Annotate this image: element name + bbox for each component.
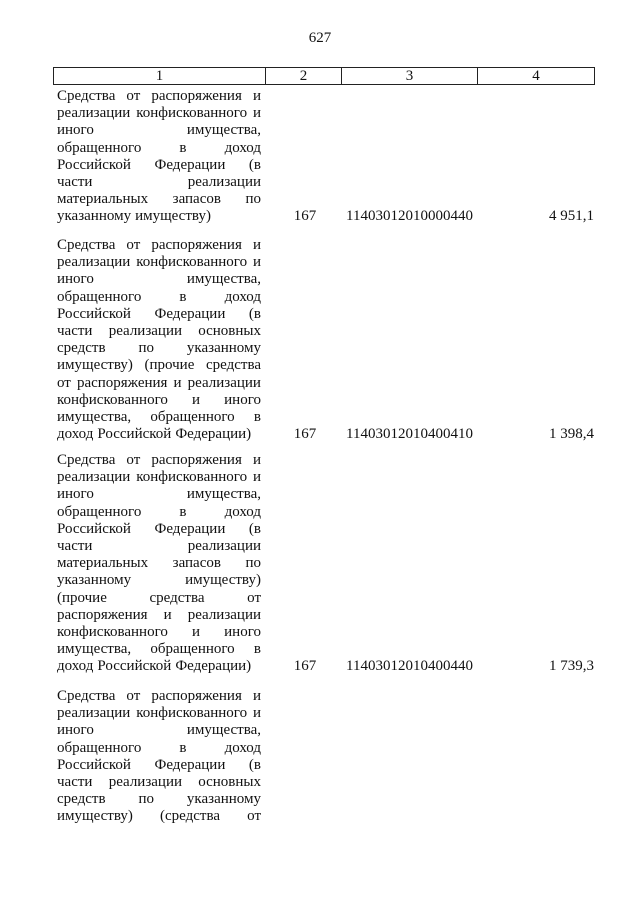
word: и xyxy=(191,391,201,408)
row-kbk: 11403012010000440 xyxy=(346,208,473,225)
word: распоряжения xyxy=(151,237,242,253)
row-description xyxy=(57,688,261,826)
word: имущества, xyxy=(186,722,261,739)
description-line xyxy=(57,392,261,409)
word: конфискованного xyxy=(136,469,248,486)
word: и xyxy=(191,624,201,641)
word: средств xyxy=(57,340,106,357)
word: от xyxy=(57,374,71,391)
description-line xyxy=(57,323,261,340)
word: и xyxy=(252,237,261,253)
word: реализации xyxy=(108,323,182,340)
description-line xyxy=(57,157,261,174)
word: конфискованного xyxy=(57,624,168,641)
word: средства xyxy=(149,589,205,606)
description-line xyxy=(57,590,261,607)
word: иного xyxy=(224,391,261,408)
word: и xyxy=(173,374,182,391)
word: указанному xyxy=(57,208,132,225)
word: по xyxy=(245,555,261,572)
description-line xyxy=(57,808,261,825)
word: и xyxy=(252,88,261,104)
word: от xyxy=(247,808,261,825)
description-line xyxy=(57,357,261,374)
word: распоряжения xyxy=(76,374,168,391)
word: от xyxy=(126,452,141,468)
description-line xyxy=(57,208,261,225)
word: Средства xyxy=(57,237,116,253)
description-line xyxy=(57,688,261,705)
description-line xyxy=(57,426,261,443)
word: доход xyxy=(224,288,261,305)
description-line xyxy=(57,740,261,757)
word: от xyxy=(126,237,141,253)
word: Средства xyxy=(57,452,116,468)
description-line xyxy=(57,757,261,774)
description-line xyxy=(57,122,261,139)
word: по xyxy=(245,191,261,208)
description-line xyxy=(57,105,261,122)
word: указанному xyxy=(57,572,132,589)
word: обращенного xyxy=(57,139,142,156)
word: и xyxy=(252,688,261,704)
word: реализации xyxy=(57,254,131,271)
description-line xyxy=(57,486,261,503)
word: реализации xyxy=(187,174,261,191)
description-line xyxy=(57,705,261,722)
word: запасов xyxy=(172,191,221,208)
description-line xyxy=(57,607,261,624)
description-line xyxy=(57,191,261,208)
word: (в xyxy=(248,305,261,322)
word: материальных xyxy=(57,191,149,208)
word: части xyxy=(57,774,93,791)
word: указанному xyxy=(186,340,261,357)
word: имуществу) xyxy=(57,357,133,374)
word: реализации xyxy=(57,469,131,486)
word: распоряжения xyxy=(151,88,242,104)
description-line xyxy=(57,538,261,555)
word: иного xyxy=(57,122,94,139)
header-col-3: 3 xyxy=(342,68,478,84)
word: от xyxy=(247,589,261,606)
word: доход xyxy=(224,739,261,756)
row-description xyxy=(57,88,261,226)
word: конфискованного xyxy=(136,254,248,271)
word: Средства xyxy=(57,88,116,104)
word: реализации xyxy=(108,774,182,791)
word: иного xyxy=(57,722,94,739)
row-code: 167 xyxy=(293,208,317,225)
word: Российской xyxy=(57,305,131,322)
word: средств xyxy=(57,791,106,808)
word: имущества, xyxy=(186,486,261,503)
word: реализации xyxy=(187,374,261,391)
word: Федерации xyxy=(154,756,226,773)
word: от xyxy=(126,688,141,704)
word: иного xyxy=(224,624,261,641)
word: распоряжения xyxy=(151,452,242,468)
word: имуществу) xyxy=(185,572,261,589)
word: в xyxy=(179,503,187,520)
table-header-row xyxy=(53,67,595,85)
row-amount: 4 951,1 xyxy=(549,208,594,225)
word: материальных xyxy=(57,555,149,572)
header-col-4: 4 xyxy=(532,68,540,84)
row-description xyxy=(57,237,261,443)
word: конфискованного xyxy=(57,391,168,408)
word: имущества, xyxy=(186,271,261,288)
description-line xyxy=(57,375,261,392)
word: и xyxy=(252,469,261,486)
description-line xyxy=(57,572,261,589)
word: в xyxy=(253,409,261,426)
word: (в xyxy=(248,156,261,173)
word: распоряжения xyxy=(151,688,242,704)
description-line xyxy=(57,791,261,808)
description-line xyxy=(57,140,261,157)
word: конфискованного xyxy=(136,105,248,122)
word: и xyxy=(252,705,261,722)
header-col-1: 1 xyxy=(54,68,266,84)
description-line xyxy=(57,271,261,288)
description-line xyxy=(57,88,261,105)
row-code: 167 xyxy=(293,426,317,443)
word: имущества, xyxy=(57,409,132,426)
word: Средства xyxy=(57,688,116,704)
word: Федерации xyxy=(154,305,226,322)
word: Федерации) xyxy=(175,658,252,675)
description-line xyxy=(57,774,261,791)
row-kbk: 11403012010400440 xyxy=(346,658,473,675)
word: доход xyxy=(224,503,261,520)
word: реализации xyxy=(57,705,131,722)
description-line xyxy=(57,409,261,426)
word: Федерации xyxy=(154,520,226,537)
word: иного xyxy=(57,271,94,288)
word: (средства xyxy=(160,808,221,825)
word: (в xyxy=(248,756,261,773)
word: (прочие xyxy=(57,589,107,606)
word: (в xyxy=(248,520,261,537)
word: обращенного xyxy=(57,739,142,756)
description-line xyxy=(57,504,261,521)
description-line xyxy=(57,452,261,469)
row-amount: 1 739,3 xyxy=(549,658,594,675)
word: запасов xyxy=(172,555,221,572)
description-line xyxy=(57,624,261,641)
word: Федерации) xyxy=(175,426,252,443)
word: по xyxy=(138,791,154,808)
word: иного xyxy=(57,486,94,503)
word: Российской xyxy=(97,426,172,443)
word: части xyxy=(57,174,93,191)
word: и xyxy=(252,105,261,122)
word: реализации xyxy=(187,538,261,555)
word: распоряжения xyxy=(57,606,148,623)
description-line xyxy=(57,658,261,675)
description-line xyxy=(57,521,261,538)
description-line xyxy=(57,174,261,191)
word: от xyxy=(126,88,141,104)
word: в xyxy=(179,139,187,156)
word: Российской xyxy=(57,756,131,773)
word: имуществу) xyxy=(135,208,211,225)
description-line xyxy=(57,306,261,323)
word: в xyxy=(179,288,187,305)
page-number: 627 xyxy=(308,30,332,46)
word: Российской xyxy=(57,156,131,173)
word: по xyxy=(138,340,154,357)
word: обращенного xyxy=(150,409,235,426)
word: имущества, xyxy=(57,641,132,658)
word: обращенного xyxy=(57,288,142,305)
description-line xyxy=(57,340,261,357)
word: реализации xyxy=(187,606,261,623)
description-line xyxy=(57,237,261,254)
description-line xyxy=(57,555,261,572)
row-amount: 1 398,4 xyxy=(549,426,594,443)
description-line xyxy=(57,289,261,306)
word: в xyxy=(253,641,261,658)
word: части xyxy=(57,323,93,340)
word: имущества, xyxy=(186,122,261,139)
word: в xyxy=(179,739,187,756)
description-line xyxy=(57,722,261,739)
word: доход xyxy=(57,658,94,675)
word: средства xyxy=(205,357,261,374)
word: доход xyxy=(224,139,261,156)
word: (прочие xyxy=(144,357,195,374)
word: Федерации xyxy=(154,156,226,173)
word: обращенного xyxy=(150,641,235,658)
word: и xyxy=(252,452,261,468)
word: основных xyxy=(198,774,261,791)
word: и xyxy=(163,606,172,623)
word: конфискованного xyxy=(136,705,248,722)
word: части xyxy=(57,538,93,555)
word: указанному xyxy=(186,791,261,808)
row-description xyxy=(57,452,261,676)
description-line xyxy=(57,641,261,658)
row-kbk: 11403012010400410 xyxy=(346,426,473,443)
word: Российской xyxy=(97,658,172,675)
description-line xyxy=(57,254,261,271)
header-col-2: 2 xyxy=(266,68,342,84)
word: доход xyxy=(57,426,94,443)
word: и xyxy=(252,254,261,271)
word: обращенного xyxy=(57,503,142,520)
word: имуществу) xyxy=(57,808,133,825)
description-line xyxy=(57,469,261,486)
word: Российской xyxy=(57,520,131,537)
row-code: 167 xyxy=(293,658,317,675)
word: основных xyxy=(198,323,261,340)
word: реализации xyxy=(57,105,131,122)
